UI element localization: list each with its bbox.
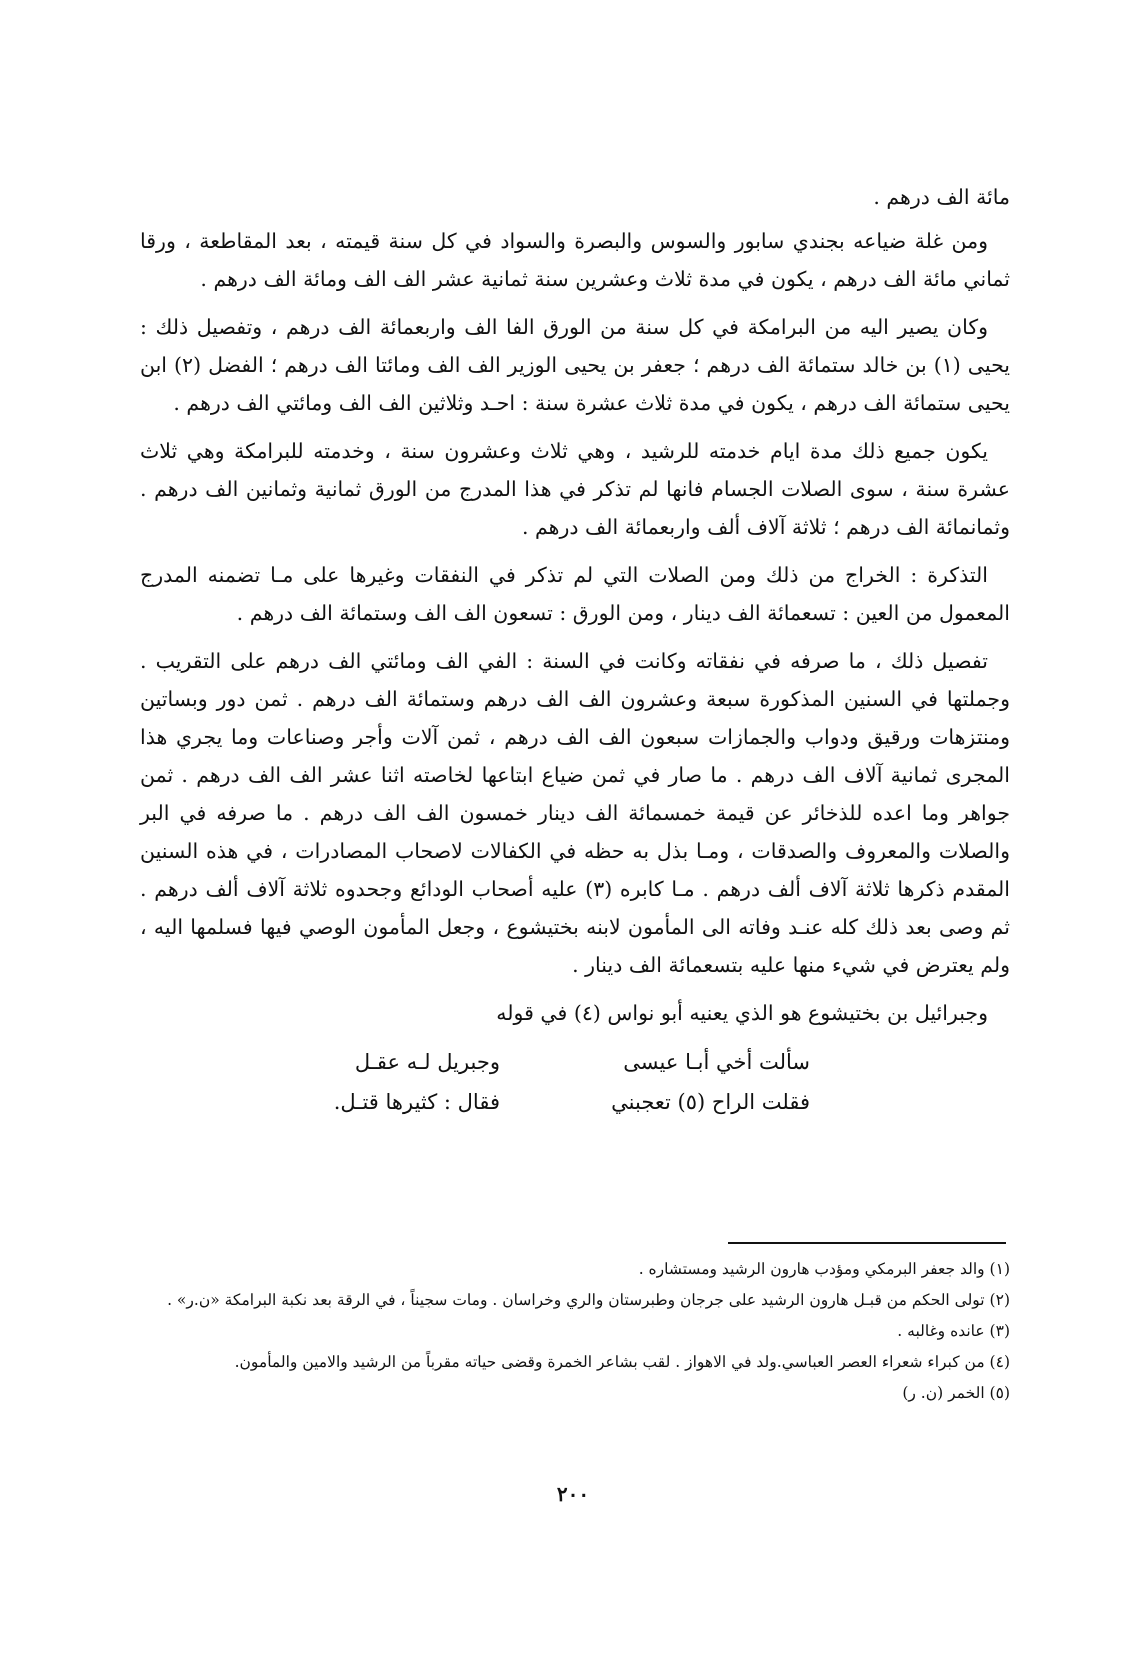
verse-1-second-hemistich: وجبريل لـه عقـل (354, 1050, 500, 1074)
page-number: ٢٠٠ (556, 1482, 590, 1506)
footnote-separator (728, 1242, 1006, 1244)
paragraph-6: تفصيل ذلك ، ما صرفه في نفقاته وكانت في السنة : الفي الف ومائتي الف درهم على التقريب . وجملتها في السنين المذكورة سبعة وعشرون الف الف درهم وستمائة الف درهم . ثمن دور وبساتين ومنتزهات ورقيق ودواب والجمازات سبعون الف الف درهم ، ثمن آلات وأجر وصناعات وما يجري هذا المجرى ثمانية آلاف الف درهم . ما صار في ثمن ضياع ابتاعها لخاصته اثنا عشر الف الف درهم . ثمن جواهر وما اعده للذخائر عن قيمة خمسمائة الف دينار خمسون الف الف درهم . ما صرفه في البر والصلات والمعروف والصدقات ، ومـا بذل به حظه في الكفالات لاصحاب المصادرات ، في هذه السنين المقدم ذكرها ثلاثة آلاف ألف درهم . مـا كابره (٣) عليه أصحاب الودائع وجحدوه ثلاثة آلاف ألف درهم . ثم وصى بعد ذلك كله عنـد وفاته الى المأمون لابنه بختيشوع ، وجعل المأمون الوصي فيها فسلمها اليه ، ولم يعترض في شيء منها عليه بتسعمائة الف دينار . (140, 649, 1010, 977)
page-body (140, 178, 1010, 1122)
footnote-1: (١) والد جعفر البرمكي ومؤدب هارون الرشيد ومستشاره . (638, 1260, 1010, 1278)
poem (140, 1042, 1010, 1122)
footnote-5: (٥) الخمر (ن. ر) (902, 1384, 1010, 1402)
poem-verse-2 (140, 1082, 1010, 1122)
footnotes (140, 1256, 1010, 1411)
paragraph-3: وكان يصير اليه من البرامكة في كل سنة من الورق الفا الف واربعمائة الف درهم ، وتفصيل ذلك : يحيى (١) بن خالد ستمائة الف درهم ؛ جعفر بن يحيى الوزير الف الف ومائتا الف درهم ؛ الفضل (٢) ابن يحيى ستمائة الف درهم ، يكون في مدة ثلاث عشرة سنة : احـد وثلاثين الف الف ومائتي الف درهم . (140, 315, 1011, 415)
verse-1-first-hemistich: سألت أخي أبـا عيسى (623, 1050, 810, 1074)
paragraph-1: مائة الف درهم . (873, 185, 1010, 209)
paragraph-2: ومن غلة ضياعه بجندي سابور والسوس والبصرة والسواد في كل سنة قيمته ، بعد المقاطعة ، ورقا ثماني مائة الف درهم ، يكون في مدة ثلاث وعشرين سنة ثمانية عشر الف الف ومائة الف درهم . (140, 229, 1010, 291)
paragraph-7: وجبرائيل بن بختيشوع هو الذي يعنيه أبو نواس (٤) في قوله (496, 1001, 988, 1025)
footnote-3: (٣) عانده وغالبه . (897, 1322, 1010, 1340)
footnote-2: (٢) تولى الحكم من قبـل هارون الرشيد على جرجان وطبرستان والري وخراسان . ومات سجيناً ، في الرقة بعد نكبة البرامكة «ن.ر» . (167, 1291, 1010, 1309)
poem-verse-1 (140, 1042, 1010, 1082)
paragraph-4: يكون جميع ذلك مدة ايام خدمته للرشيد ، وهي ثلاث وعشرون سنة ، وخدمته للبرامكة وهي ثلاث عشرة سنة ، سوى الصلات الجسام فانها لم تذكر في هذا المدرج من الورق ثمانية وثمانين الف درهم . وثمانمائة الف درهم ؛ ثلاثة آلاف ألف واربعمائة الف درهم . (140, 439, 1010, 539)
footnote-4: (٤) من كبراء شعراء العصر العباسي.ولد في الاهواز . لقب بشاعر الخمرة وقضى حياته مقرباً من الرشيد والامين والمأمون. (234, 1353, 1010, 1371)
verse-2-second-hemistich: فقال : كثيرها قتـل. (333, 1090, 500, 1114)
verse-2-first-hemistich: فقلت الراح (٥) تعجبني (611, 1090, 810, 1114)
paragraph-5: التذكرة : الخراج من ذلك ومن الصلات التي لم تذكر في النفقات وغيرها على مـا تضمنه المدرج المعمول من العين : تسعمائة الف دينار ، ومن الورق : تسعون الف الف وستمائة الف درهم . (140, 563, 1010, 625)
